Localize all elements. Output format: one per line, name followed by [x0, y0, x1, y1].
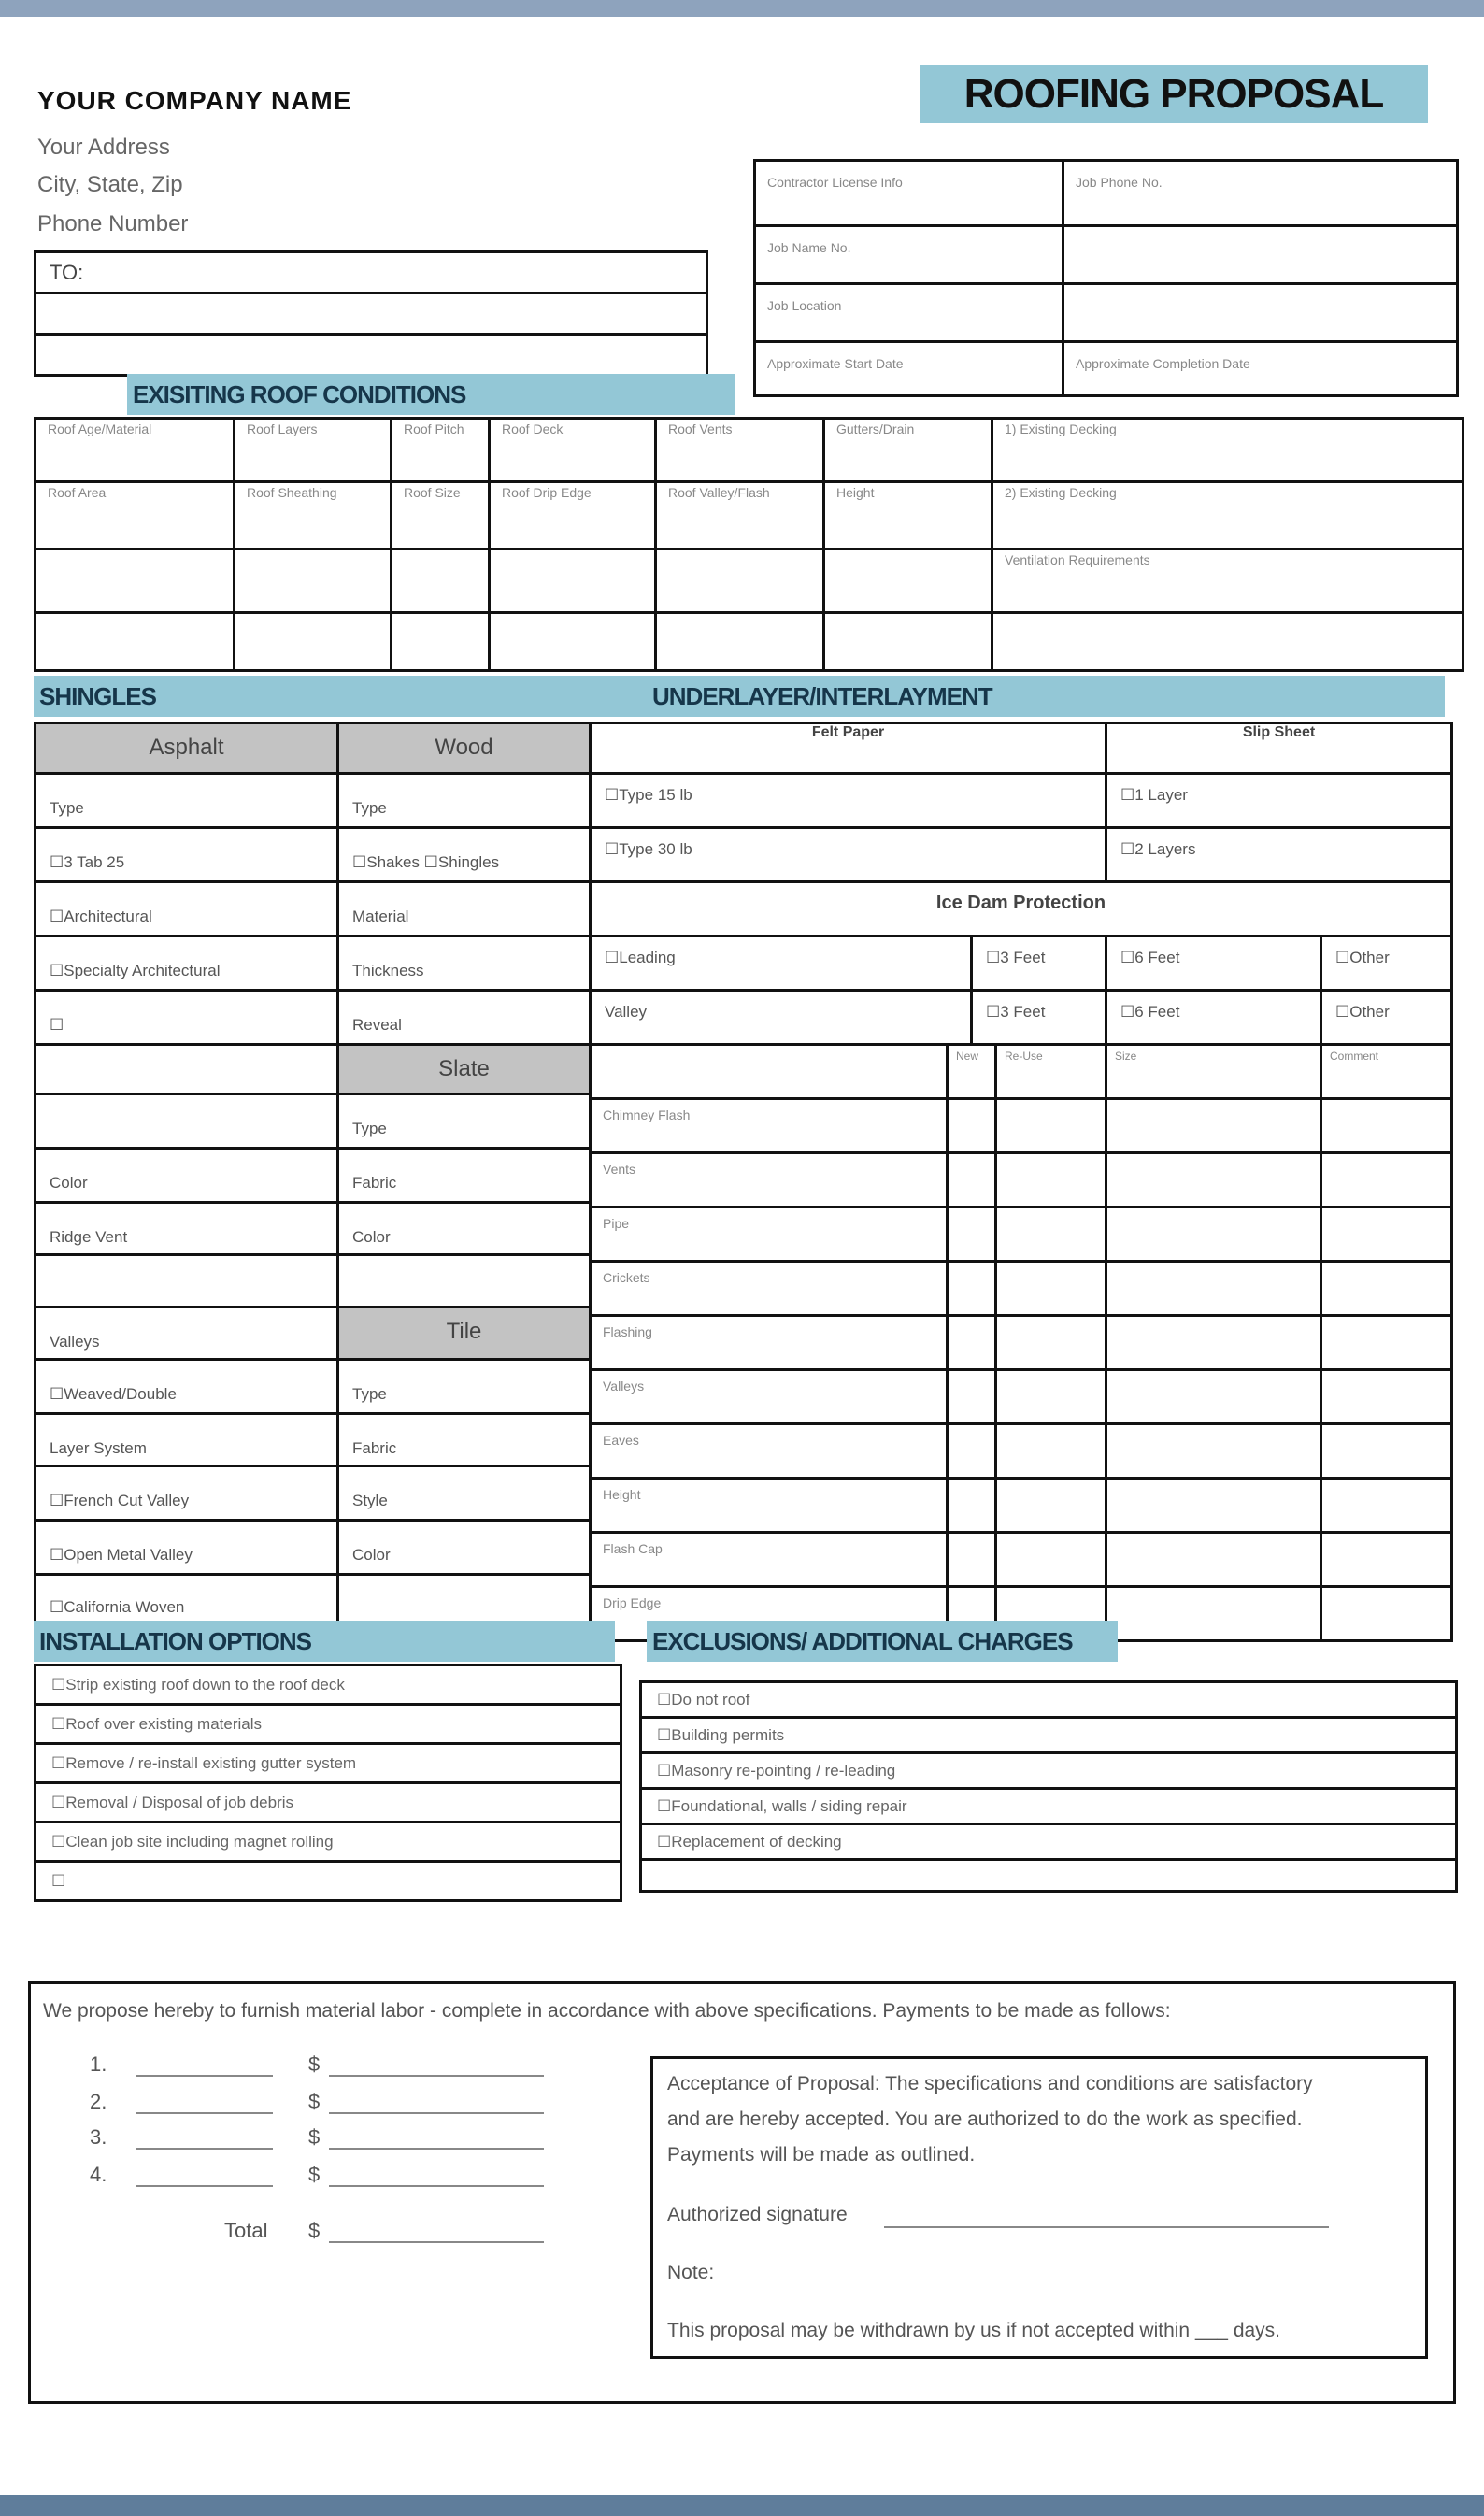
ice-dam-table	[589, 935, 1453, 1046]
exclusion-option-label: ☐Building permits	[657, 1726, 785, 1744]
ice-label: ☐6 Feet	[1120, 949, 1180, 966]
asphalt-option: ☐	[50, 1016, 64, 1034]
flash-item-cell[interactable]	[591, 1153, 948, 1208]
ice-cell[interactable]	[1321, 991, 1452, 1045]
flash-head-cell	[948, 1045, 996, 1099]
existing-cell[interactable]	[824, 482, 992, 550]
ice-dam-header: Ice Dam Protection	[591, 882, 1452, 936]
flash-value-cell[interactable]	[996, 1533, 1106, 1587]
ice-label: ☐6 Feet	[1120, 1003, 1180, 1021]
slate-item[interactable]	[338, 1203, 591, 1255]
install-option[interactable]	[36, 1783, 621, 1823]
installation-options-table	[34, 1664, 622, 1902]
company-phone: Phone Number	[37, 211, 189, 236]
total-dollar: $	[308, 2219, 321, 2242]
existing-conditions-header: EXISITING ROOF CONDITIONS	[127, 374, 735, 415]
existing-cell[interactable]	[656, 482, 824, 550]
flash-value-cell[interactable]	[948, 1316, 996, 1370]
felt-option[interactable]	[591, 774, 1106, 828]
asphalt-item[interactable]	[36, 1575, 338, 1623]
existing-cell[interactable]	[36, 482, 235, 550]
shingles-header: SHINGLES	[39, 682, 156, 710]
flash-value-cell[interactable]	[1321, 1533, 1452, 1587]
existing-label: Roof Area	[48, 485, 107, 500]
flash-head-label: New	[956, 1050, 979, 1063]
install-option-label: ☐Remove / re-install existing gutter system	[51, 1754, 357, 1772]
flash-value-cell[interactable]	[1321, 1424, 1452, 1479]
wood-item[interactable]	[338, 828, 591, 882]
flash-value-cell[interactable]	[1106, 1316, 1321, 1370]
tile-option: Style	[352, 1492, 388, 1509]
flash-item-cell[interactable]	[591, 1316, 948, 1370]
asphalt-item[interactable]	[36, 1360, 338, 1414]
existing-label: Roof Deck	[502, 422, 564, 436]
install-option-label: ☐Roof over existing materials	[51, 1715, 262, 1733]
existing-cell[interactable]	[490, 419, 656, 482]
flash-item-cell[interactable]	[591, 1533, 948, 1587]
wood-header: Wood	[338, 723, 591, 774]
existing-cell[interactable]	[824, 613, 992, 671]
asphalt-color-label: Color	[50, 1174, 88, 1192]
flash-value-cell[interactable]	[1321, 1479, 1452, 1533]
company-name: YOUR COMPANY NAME	[37, 86, 352, 115]
flash-value-cell[interactable]	[996, 1262, 1106, 1316]
flash-item-label: Vents	[603, 1162, 636, 1177]
existing-label: Roof Valley/Flash	[668, 485, 770, 500]
asphalt-item[interactable]	[36, 1045, 338, 1094]
exclusion-option-label: ☐Replacement of decking	[657, 1833, 842, 1851]
felt-paper-header: Felt Paper	[591, 723, 1106, 774]
flash-item-label: Drip Edge	[603, 1595, 662, 1610]
existing-cell[interactable]	[992, 482, 1463, 550]
existing-label: Roof Drip Edge	[502, 485, 592, 500]
payment-amount-line[interactable]	[329, 2112, 544, 2114]
wood-option: Reveal	[352, 1016, 402, 1034]
ice-cell[interactable]	[1321, 936, 1452, 991]
flash-value-cell[interactable]	[1106, 1479, 1321, 1533]
job-name-cell[interactable]	[755, 226, 1063, 284]
ice-cell[interactable]	[591, 936, 972, 991]
existing-cell[interactable]	[235, 613, 392, 671]
slate-option: Fabric	[352, 1174, 397, 1192]
to-cell[interactable]	[36, 252, 707, 293]
asphalt-item[interactable]	[36, 1149, 338, 1203]
asphalt-item[interactable]	[36, 1521, 338, 1575]
existing-label: Roof Age/Material	[48, 422, 152, 436]
exclusion-option[interactable]	[641, 1682, 1457, 1718]
ice-cell[interactable]	[972, 936, 1106, 991]
ice-label: Valley	[605, 1003, 648, 1021]
felt-label: ☐Type 30 lb	[605, 840, 692, 858]
payment-amount-line[interactable]	[329, 2075, 544, 2077]
existing-label: Roof Size	[404, 485, 461, 500]
exclusions-header: EXCLUSIONS/ ADDITIONAL CHARGES	[647, 1621, 1118, 1662]
job-name-label: Job Name No.	[767, 240, 851, 255]
install-option[interactable]	[36, 1862, 621, 1901]
wood-item[interactable]	[338, 991, 591, 1045]
flash-value-cell[interactable]	[996, 1153, 1106, 1208]
existing-cell[interactable]	[36, 419, 235, 482]
wood-option: ☐Shakes ☐Shingles	[352, 853, 500, 871]
flash-value-cell[interactable]	[1106, 1208, 1321, 1262]
exclusion-option[interactable]	[641, 1789, 1457, 1824]
asphalt-item[interactable]	[36, 1255, 338, 1308]
wood-item[interactable]	[338, 774, 591, 828]
acceptance-text-1: Acceptance of Proposal: The specifications and conditions are satisfactory	[667, 2073, 1313, 2094]
payment-dollar: $	[308, 2052, 321, 2076]
note-label: Note:	[667, 2262, 715, 2283]
flash-value-cell[interactable]	[1106, 1587, 1321, 1641]
payment-amount-line[interactable]	[329, 2185, 544, 2187]
existing-cell[interactable]	[656, 613, 824, 671]
existing-conditions-table	[34, 417, 1464, 672]
slip-label: ☐1 Layer	[1120, 786, 1188, 804]
valley-option: ☐Weaved/Double	[50, 1385, 177, 1403]
flash-item-cell[interactable]	[591, 1424, 948, 1479]
ventilation-label: Ventilation Requirements	[1005, 552, 1150, 567]
tile-option: Type	[352, 1385, 387, 1403]
existing-cell[interactable]	[392, 482, 490, 550]
exclusion-option-label: ☐Do not roof	[657, 1691, 750, 1708]
flash-head-label: Re-Use	[1005, 1050, 1043, 1063]
existing-cell[interactable]	[490, 482, 656, 550]
to-line[interactable]	[36, 293, 707, 335]
existing-cell[interactable]	[824, 419, 992, 482]
valleys-label: Valleys	[50, 1333, 100, 1351]
flash-value-cell[interactable]	[996, 1099, 1106, 1153]
wood-type-label: Type	[352, 799, 387, 817]
asphalt-option: ☐3 Tab 25	[50, 853, 125, 871]
install-option[interactable]	[36, 1744, 621, 1783]
underlay-header: UNDERLAYER/INTERLAYMENT	[652, 682, 992, 710]
flash-head-cell	[1321, 1045, 1452, 1099]
job-name-value-cell[interactable]	[1063, 226, 1458, 284]
existing-cell[interactable]	[490, 613, 656, 671]
company-address: Your Address	[37, 135, 170, 160]
wood-item[interactable]	[338, 882, 591, 936]
existing-cell[interactable]	[992, 613, 1463, 671]
flash-value-cell[interactable]	[1106, 1153, 1321, 1208]
shingles-underlay-bar	[34, 676, 1445, 717]
completion-date-cell[interactable]	[1063, 342, 1458, 396]
asphalt-item[interactable]	[36, 882, 338, 936]
existing-label: Roof Layers	[247, 422, 318, 436]
flash-item-label: Height	[603, 1487, 641, 1502]
valley-option: ☐French Cut Valley	[50, 1492, 190, 1509]
flash-head-label: Comment	[1330, 1050, 1379, 1063]
payment-number: 1.	[90, 2052, 107, 2076]
ice-label: ☐Other	[1335, 1003, 1390, 1021]
slate-option: Color	[352, 1228, 391, 1246]
flash-item-label: Eaves	[603, 1433, 639, 1448]
start-date-label: Approximate Start Date	[767, 356, 904, 371]
job-info-table	[753, 159, 1459, 397]
contractor-cell[interactable]	[755, 161, 1063, 226]
ice-label: ☐3 Feet	[986, 949, 1046, 966]
company-city: City, State, Zip	[37, 172, 183, 197]
existing-cell[interactable]	[235, 482, 392, 550]
flashing-table	[589, 1043, 1453, 1642]
flash-value-cell[interactable]	[1321, 1153, 1452, 1208]
exclusion-option-label: ☐Foundational, walls / siding repair	[657, 1797, 907, 1815]
shingles-table	[34, 722, 592, 1624]
payment-dollar: $	[308, 2163, 321, 2186]
valley-option: Layer System	[50, 1439, 147, 1457]
flash-value-cell[interactable]	[1106, 1424, 1321, 1479]
job-location-cell[interactable]	[755, 284, 1063, 342]
slate-item[interactable]	[338, 1149, 591, 1203]
withdraw-text: This proposal may be withdrawn by us if not accepted within ___ days.	[667, 2320, 1281, 2341]
existing-cell[interactable]	[392, 613, 490, 671]
ice-cell[interactable]	[1106, 991, 1321, 1045]
flash-value-cell[interactable]	[1321, 1208, 1452, 1262]
slip-option[interactable]	[1106, 828, 1452, 882]
slate-item[interactable]	[338, 1255, 591, 1308]
existing-cell[interactable]	[235, 419, 392, 482]
existing-cell[interactable]	[656, 419, 824, 482]
payment-date-line[interactable]	[136, 2148, 273, 2150]
tile-header: Tile	[338, 1308, 591, 1360]
ice-label: ☐Other	[1335, 949, 1390, 966]
asphalt-item[interactable]	[36, 828, 338, 882]
underlay-table	[589, 722, 1453, 937]
asphalt-item[interactable]	[36, 1308, 338, 1360]
existing-label: Gutters/Drain	[836, 422, 915, 436]
completion-date-label: Approximate Completion Date	[1076, 356, 1250, 371]
flash-item-cell[interactable]	[591, 1262, 948, 1316]
install-option[interactable]	[36, 1705, 621, 1744]
flash-value-cell[interactable]	[948, 1153, 996, 1208]
existing-label: 1) Existing Decking	[1005, 422, 1117, 436]
flash-item-cell[interactable]	[591, 1208, 948, 1262]
wood-option: Thickness	[352, 962, 424, 979]
tile-item[interactable]	[338, 1575, 591, 1623]
valley-option: ☐California Woven	[50, 1598, 185, 1616]
slate-option: Type	[352, 1120, 387, 1137]
acceptance-text-3: Payments will be made as outlined.	[667, 2144, 976, 2166]
asphalt-item[interactable]	[36, 1414, 338, 1466]
flash-value-cell[interactable]	[1106, 1262, 1321, 1316]
payment-amount-line[interactable]	[329, 2148, 544, 2150]
proposal-title: ROOFING PROPOSAL	[920, 65, 1428, 123]
tile-item[interactable]	[338, 1521, 591, 1575]
existing-label: Height	[836, 485, 875, 500]
install-option-label: ☐Removal / Disposal of job debris	[51, 1794, 294, 1811]
existing-cell[interactable]	[824, 550, 992, 613]
ice-label: ☐Leading	[605, 949, 676, 966]
install-option-label: ☐Clean job site including magnet rolling	[51, 1833, 334, 1851]
contractor-label: Contractor License Info	[767, 175, 903, 190]
felt-option[interactable]	[591, 828, 1106, 882]
existing-cell[interactable]	[656, 550, 824, 613]
job-location-value-cell[interactable]	[1063, 284, 1458, 342]
asphalt-item[interactable]	[36, 774, 338, 828]
tile-option: Color	[352, 1546, 391, 1564]
exclusion-option[interactable]	[641, 1824, 1457, 1860]
flash-head-cell	[1106, 1045, 1321, 1099]
job-phone-label: Job Phone No.	[1076, 175, 1163, 190]
install-option[interactable]	[36, 1665, 621, 1705]
ice-label: ☐3 Feet	[986, 1003, 1046, 1021]
asphalt-item[interactable]	[36, 991, 338, 1045]
flash-item-label: Valleys	[603, 1379, 645, 1394]
proposal-intro: We propose hereby to furnish material labor - complete in accordance with above specifications. Payments to be made as follows:	[43, 2000, 1171, 2022]
flash-item-label: Chimney Flash	[603, 1108, 691, 1122]
payment-date-line[interactable]	[136, 2075, 273, 2077]
to-address-table	[34, 250, 708, 377]
asphalt-header: Asphalt	[36, 723, 338, 774]
exclusions-table	[639, 1680, 1458, 1893]
flash-value-cell[interactable]	[1106, 1099, 1321, 1153]
start-date-cell[interactable]	[755, 342, 1063, 396]
payment-number: 3.	[90, 2125, 107, 2149]
flash-value-cell[interactable]	[1321, 1099, 1452, 1153]
payment-number: 4.	[90, 2163, 107, 2186]
existing-label: Roof Vents	[668, 422, 733, 436]
asphalt-item[interactable]	[36, 1094, 338, 1149]
installation-options-header: INSTALLATION OPTIONS	[34, 1621, 615, 1662]
existing-cell[interactable]	[992, 419, 1463, 482]
exclusion-option[interactable]	[641, 1860, 1457, 1892]
signature-line[interactable]	[884, 2226, 1329, 2228]
flash-value-cell[interactable]	[948, 1208, 996, 1262]
slate-header: Slate	[338, 1045, 591, 1094]
total-line[interactable]	[329, 2241, 544, 2243]
asphalt-item[interactable]	[36, 1466, 338, 1521]
asphalt-option: ☐Specialty Architectural	[50, 962, 221, 979]
slip-label: ☐2 Layers	[1120, 840, 1196, 858]
wood-item[interactable]	[338, 936, 591, 991]
flash-item-cell[interactable]	[591, 1370, 948, 1424]
existing-cell[interactable]	[36, 550, 235, 613]
tile-item[interactable]	[338, 1466, 591, 1521]
bottom-border-bar	[0, 2495, 1484, 2516]
flash-head-cell	[996, 1045, 1106, 1099]
payment-date-line[interactable]	[136, 2112, 273, 2114]
payment-dollar: $	[308, 2090, 321, 2113]
acceptance-text-2: and are hereby accepted. You are authorized to do the work as specified.	[667, 2109, 1303, 2130]
payment-date-line[interactable]	[136, 2185, 273, 2187]
flash-value-cell[interactable]	[1106, 1370, 1321, 1424]
payment-dollar: $	[308, 2125, 321, 2149]
wood-option: Material	[352, 908, 409, 925]
tile-item[interactable]	[338, 1360, 591, 1414]
existing-label: Roof Sheathing	[247, 485, 337, 500]
flash-value-cell[interactable]	[948, 1533, 996, 1587]
install-option-label: ☐	[51, 1872, 66, 1890]
ice-cell[interactable]	[591, 991, 972, 1045]
tile-item[interactable]	[338, 1414, 591, 1466]
existing-cell[interactable]	[392, 419, 490, 482]
install-option-label: ☐Strip existing roof down to the roof deck	[51, 1676, 345, 1694]
existing-label: 2) Existing Decking	[1005, 485, 1117, 500]
flash-item-label: Flash Cap	[603, 1541, 663, 1556]
flash-head-label	[592, 1046, 946, 1050]
total-label: Total	[224, 2219, 268, 2242]
flash-value-cell[interactable]	[1321, 1370, 1452, 1424]
valley-option: ☐Open Metal Valley	[50, 1546, 193, 1564]
ice-cell[interactable]	[972, 991, 1106, 1045]
install-option[interactable]	[36, 1823, 621, 1862]
flash-value-cell[interactable]	[996, 1208, 1106, 1262]
ice-cell[interactable]	[1106, 936, 1321, 991]
asphalt-item[interactable]	[36, 1203, 338, 1255]
tile-option: Fabric	[352, 1439, 397, 1457]
flash-value-cell[interactable]	[1321, 1316, 1452, 1370]
exclusion-option[interactable]	[641, 1718, 1457, 1753]
felt-label: ☐Type 15 lb	[605, 786, 692, 804]
flash-item-label: Flashing	[603, 1324, 652, 1339]
existing-cell[interactable]	[36, 613, 235, 671]
flash-head-label: Size	[1115, 1050, 1137, 1063]
flash-value-cell[interactable]	[996, 1424, 1106, 1479]
existing-cell[interactable]	[490, 550, 656, 613]
slip-option[interactable]	[1106, 774, 1452, 828]
ridge-vent-label: Ridge Vent	[50, 1228, 128, 1246]
flash-value-cell[interactable]	[996, 1370, 1106, 1424]
flash-value-cell[interactable]	[948, 1099, 996, 1153]
existing-cell[interactable]	[235, 550, 392, 613]
signature-label: Authorized signature	[667, 2204, 848, 2225]
flash-value-cell[interactable]	[1106, 1533, 1321, 1587]
existing-cell[interactable]	[392, 550, 490, 613]
asphalt-item[interactable]	[36, 936, 338, 991]
flash-item-label: Crickets	[603, 1270, 650, 1285]
job-location-label: Job Location	[767, 298, 842, 313]
flash-value-cell[interactable]	[948, 1424, 996, 1479]
flash-item-cell[interactable]	[591, 1099, 948, 1153]
exclusion-option[interactable]	[641, 1753, 1457, 1789]
flash-value-cell[interactable]	[996, 1316, 1106, 1370]
flash-value-cell[interactable]	[1321, 1262, 1452, 1316]
asphalt-option: ☐Architectural	[50, 908, 152, 925]
job-phone-cell[interactable]	[1063, 161, 1458, 226]
payment-number: 2.	[90, 2090, 107, 2113]
slate-item[interactable]	[338, 1094, 591, 1149]
flash-value-cell[interactable]	[948, 1479, 996, 1533]
to-label: TO:	[50, 261, 84, 284]
to-line[interactable]	[36, 335, 707, 376]
flash-value-cell[interactable]	[948, 1370, 996, 1424]
existing-label: Roof Pitch	[404, 422, 464, 436]
flash-item-label: Pipe	[603, 1216, 630, 1231]
flash-item-cell[interactable]	[591, 1479, 948, 1533]
flash-value-cell[interactable]	[948, 1262, 996, 1316]
existing-cell[interactable]	[992, 550, 1463, 613]
flash-value-cell[interactable]	[996, 1479, 1106, 1533]
asphalt-type-label: Type	[50, 799, 84, 817]
flash-value-cell[interactable]	[1321, 1587, 1452, 1641]
exclusion-option-label: ☐Masonry re-pointing / re-leading	[657, 1762, 896, 1780]
flash-head-cell	[591, 1045, 948, 1099]
slip-sheet-header: Slip Sheet	[1106, 723, 1452, 774]
top-border-bar	[0, 0, 1484, 17]
